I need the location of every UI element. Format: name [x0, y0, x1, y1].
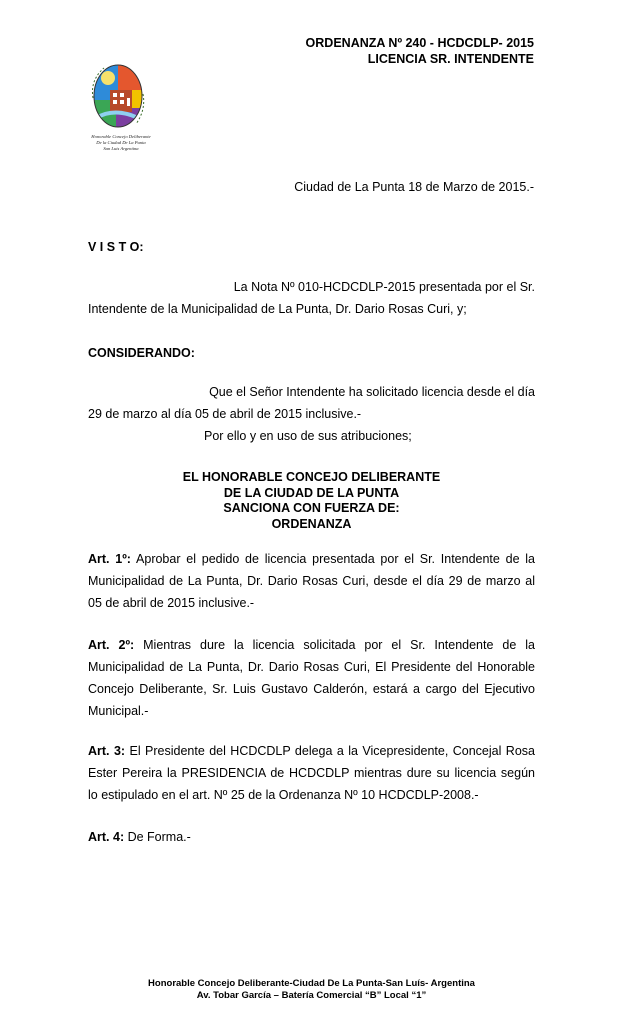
document-date: Ciudad de La Punta 18 de Marzo de 2015.-	[294, 180, 534, 194]
considerando-heading: CONSIDERANDO:	[88, 346, 195, 360]
article-text: De Forma.-	[124, 830, 191, 844]
considerando-line: 29 de marzo al día 05 de abril de 2015 inclusive.-	[88, 407, 362, 421]
document-header	[306, 35, 534, 67]
logo-caption	[86, 134, 156, 152]
resolution-line: EL HONORABLE CONCEJO DELIBERANTE	[182, 470, 441, 484]
article-2	[88, 634, 535, 722]
resolution-line: DE LA CIUDAD DE LA PUNTA	[223, 485, 400, 500]
visto-line: La Nota Nº 010-HCDCDLP-2015 presentada por el Sr.	[233, 280, 535, 294]
visto-line: Intendente de la Municipalidad de La Punta, Dr. Dario Rosas Curi, y;	[88, 302, 467, 316]
logo-caption-line: San Luis Argentina	[103, 146, 139, 151]
council-emblem-icon	[86, 60, 156, 140]
article-label: Art. 2º:	[88, 638, 135, 652]
article-text: Mientras dure la licencia solicitada por el Sr. Intendente de la Municipalidad de La Punta, Dr. Dario Rosas Curi, El Presidente del Honorable Concejo Deliberante, Sr. Luis Gustavo Calderón, estará a cargo del Ejecutivo Municipal.-	[88, 638, 535, 718]
article-text: El Presidente del HCDCDLP delega a la Vicepresidente, Concejal Rosa Ester Pereira la PRESIDENCIA de HCDCDLP mientras dure su licencia según lo estipulado en el art. Nº 25 de la Ordenanza Nº 10 HCDCDLP-2008.-	[88, 744, 535, 802]
visto-paragraph	[88, 276, 535, 320]
article-3	[88, 740, 535, 806]
article-label: Art. 1º:	[88, 552, 131, 566]
ordinance-number: ORDENANZA Nº 240 - HCDCDLP- 2015	[305, 36, 534, 50]
article-label: Art. 4:	[88, 830, 125, 844]
ordinance-subject: LICENCIA SR. INTENDENTE	[367, 52, 534, 66]
resolution-line: SANCIONA CON FUERZA DE:	[223, 501, 400, 515]
considerando-paragraph	[88, 381, 535, 447]
logo-caption-line: De la Ciudad De La Punta	[96, 140, 146, 145]
resolution-line: ORDENANZA	[271, 516, 352, 531]
article-1	[88, 548, 535, 614]
visto-heading: V I S T O:	[88, 240, 144, 254]
resolution-block	[88, 470, 535, 532]
article-label: Art. 3:	[88, 744, 126, 758]
article-4	[88, 826, 535, 848]
footer-line: Honorable Concejo Deliberante-Ciudad De La Punta-San Luís- Argentina	[148, 978, 475, 989]
considerando-line: Por ello y en uso de sus atribuciones;	[204, 429, 412, 443]
footer-line: Av. Tobar García – Batería Comercial “B” Local “1”	[196, 990, 427, 1001]
logo-caption-line: Honorable Concejo Deliberante	[91, 134, 151, 139]
considerando-line: Que el Señor Intendente ha solicitado licencia desde el día	[209, 385, 535, 399]
document-footer	[88, 978, 535, 1002]
article-text: Aprobar el pedido de licencia presentada por el Sr. Intendente de la Municipalidad de La Punta, Dr. Dario Rosas Curi, desde el día 29 de marzo al 05 de abril de 2015 inclusive.-	[88, 552, 535, 610]
